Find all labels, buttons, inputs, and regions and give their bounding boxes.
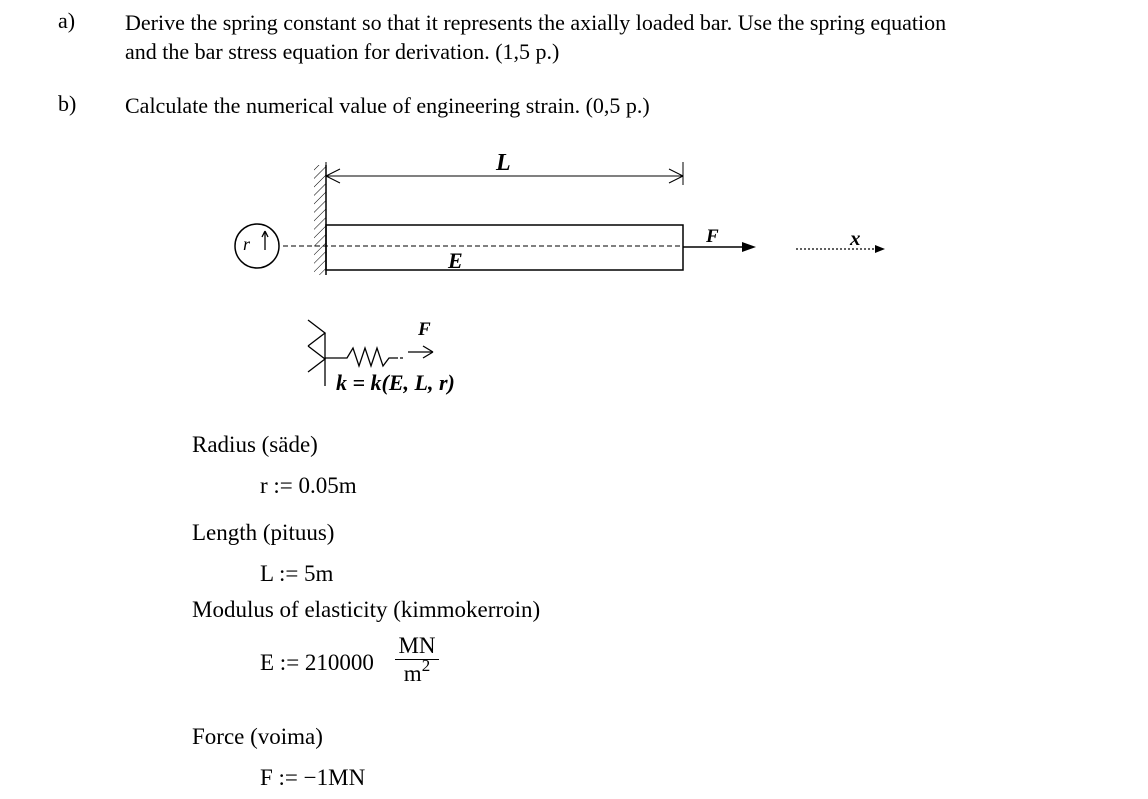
force-arrow bbox=[683, 242, 756, 252]
x-axis-label: x bbox=[850, 226, 861, 250]
modulus-param-label: Modulus of elasticity (kimmokerroin) bbox=[192, 597, 541, 622]
modulus-unit-fraction bbox=[394, 633, 440, 690]
question-a-label: a) bbox=[58, 8, 76, 33]
radius-marker bbox=[235, 224, 279, 268]
radius-marker-label: r bbox=[243, 234, 251, 254]
spring-constant-formula: k = k(E, L, r) bbox=[336, 370, 455, 395]
length-assignment: L := 5m bbox=[260, 561, 334, 586]
modulus-unit-numerator: MN bbox=[398, 633, 436, 658]
question-a-text-line1: Derive the spring constant so that it represents the axially loaded bar. Use the spring equation bbox=[125, 10, 947, 35]
bar-body bbox=[326, 225, 683, 270]
modulus-unit-denominator: m bbox=[403, 661, 422, 686]
modulus-assignment-prefix: E := 210000 bbox=[260, 650, 374, 675]
force-label: F bbox=[706, 226, 719, 247]
radius-label: Radius (säde) bbox=[192, 432, 318, 457]
length-param-label: Length (pituus) bbox=[192, 520, 335, 545]
force-param-label: Force (voima) bbox=[192, 724, 323, 749]
modulus-label: E bbox=[448, 248, 463, 273]
fixed-wall bbox=[314, 165, 326, 275]
question-b-text: Calculate the numerical value of engineering strain. (0,5 p.) bbox=[125, 93, 650, 118]
question-a-text-line2: and the bar stress equation for derivation. (1,5 p.) bbox=[125, 39, 560, 64]
question-b-label: b) bbox=[58, 91, 77, 116]
x-axis-arrow bbox=[796, 245, 885, 253]
force-assignment: F := −1MN bbox=[260, 765, 366, 790]
modulus-unit-exponent: 2 bbox=[421, 656, 431, 675]
radius-assignment: r := 0.05m bbox=[260, 473, 357, 498]
spring-force-label: F bbox=[418, 319, 431, 340]
length-label: L bbox=[496, 150, 511, 176]
